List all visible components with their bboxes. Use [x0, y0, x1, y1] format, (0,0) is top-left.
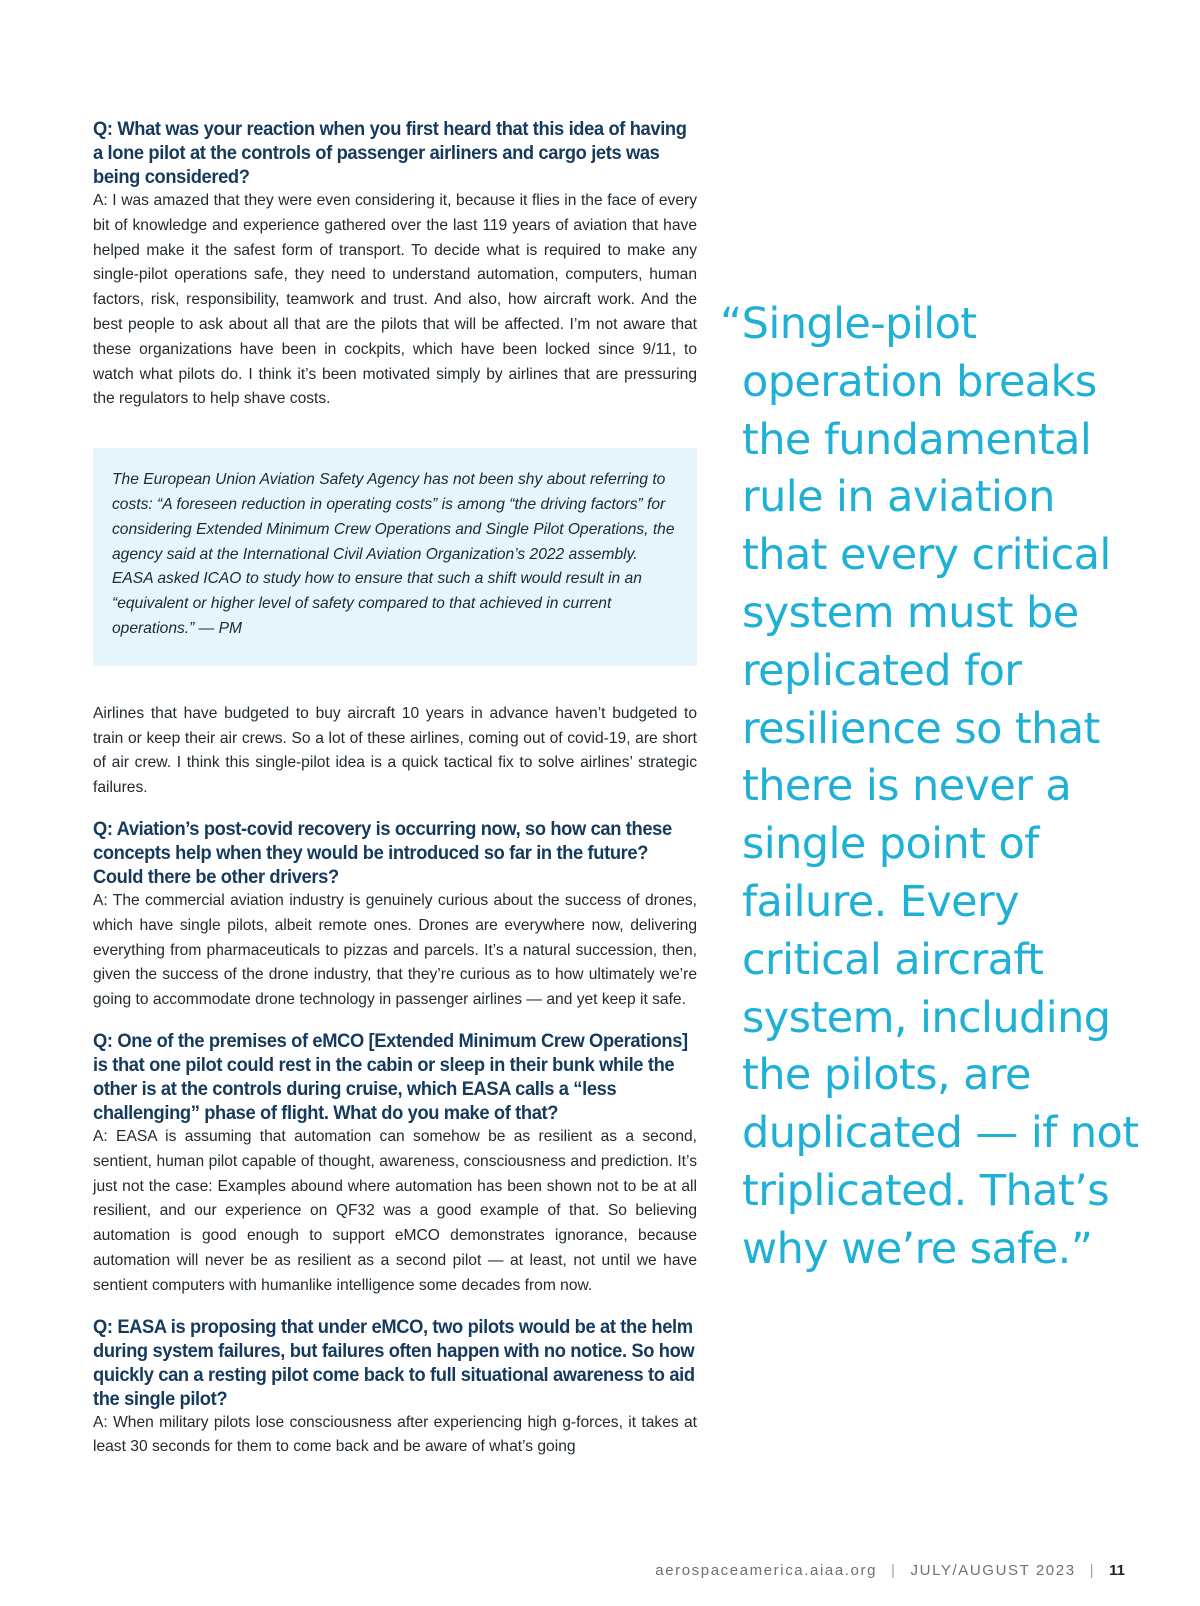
sidebar-text: The European Union Aviation Safety Agency has not been shy about referring to costs: “A foreseen reduction in operating costs” is among “the driving factors” for considering Extended Minimum Crew Operations and Single Pilot Operations, the agency said at the International Civil Aviation Organization’s 2022 assembly. EASA asked ICAO to study how to ensure that such a shift would result in an “equivalent or higher level of safety compared to that achieved in current operations.” — PM [112, 471, 675, 637]
sidebar-note [93, 448, 697, 666]
answer-1-continued: Airlines that have budgeted to buy aircraft 10 years in advance haven’t budgeted to train or keep their air crews. So a lot of these airlines, coming out of covid-19, are short of air crew. I think this single-pilot idea is a quick tactical fix to solve airlines’ strategic failures. [93, 704, 697, 797]
answer-4: A: When military pilots lose consciousness after experiencing high g-forces, it takes at least 30 seconds for them to come back and be aware of what’s going [93, 1413, 697, 1456]
question-4: Q: EASA is proposing that under eMCO, two pilots would be at the helm during system failures, but failures often happen with no notice. So how quickly can a resting pilot come back to full situational awareness to aid the single pilot? [93, 1315, 695, 1410]
answer-3: A: EASA is assuming that automation can somehow be as resilient as a second, sentient, human pilot capable of thought, awareness, consciousness and prediction. It’s just not the case: Examples abound where automation has been shown not to be at all resilient, and our experience on QF32 was a good example of that. So believing automation is good enough to support eMCO demonstrates ignorance, because automation will never be as resilient as a second pilot — at least, not until we have sentient computers with humanlike intelligence some decades from now. [93, 1127, 697, 1294]
footer-separator: | [1089, 1562, 1096, 1579]
footer-site: aerospaceamerica.aiaa.org [655, 1562, 878, 1579]
question-3: Q: One of the premises of eMCO [Extended Minimum Crew Operations] is that one pilot could rest in the cabin or sleep in their bunk while the other is at the controls during cruise, which EASA calls a “less challenging” phase of flight. What do you make of that? [93, 1029, 688, 1124]
footer-separator: | [891, 1562, 897, 1579]
page-footer [0, 1562, 1125, 1579]
footer-issue: JULY/AUGUST 2023 [910, 1562, 1076, 1579]
question-2: Q: Aviation’s post-covid recovery is occurring now, so how can these concepts help when they would be introduced so far in the future? Could there be other drivers? [93, 817, 672, 888]
pull-quote: “Single-pilot operation breaks the fundamental rule in aviation that every critical system must be replicated for resilience so that there is never a single point of failure. Every critical aircraft system, including the pilots, are duplicated — if not triplicated. That’s why we’re safe.” [720, 299, 1139, 1274]
answer-1: A: I was amazed that they were even considering it, because it flies in the face of every bit of knowledge and experience gathered over the last 119 years of aviation that have helped make it the safest form of transport. To decide what is required to make any single-pilot operations safe, they need to understand automation, computers, human factors, risk, responsibility, teamwork and trust. And also, how aircraft work. And the best people to ask about all that are the pilots that will be affected. I’m not aware that these organizations have been in cockpits, which have been locked since 9/11, to watch what pilots do. I think it’s been motivated simply by airlines that are pressuring the regulators to help shave costs. [93, 192, 697, 408]
answer-2: A: The commercial aviation industry is genuinely curious about the success of drones, which have single pilots, albeit remote ones. Drones are everywhere now, delivering everything from pharmaceuticals to pizzas and parcels. It’s a natural succession, then, given the success of the drone industry, that they’re curious as to how ultimately we’re going to accommodate drone technology in passenger airlines — and yet keep it safe. [93, 891, 697, 1009]
page-number: 11 [1109, 1562, 1125, 1579]
article-column [93, 117, 697, 1460]
question-1: Q: What was your reaction when you first heard that this idea of having a lone pilot at the controls of passenger airliners and cargo jets was being considered? [93, 118, 687, 188]
